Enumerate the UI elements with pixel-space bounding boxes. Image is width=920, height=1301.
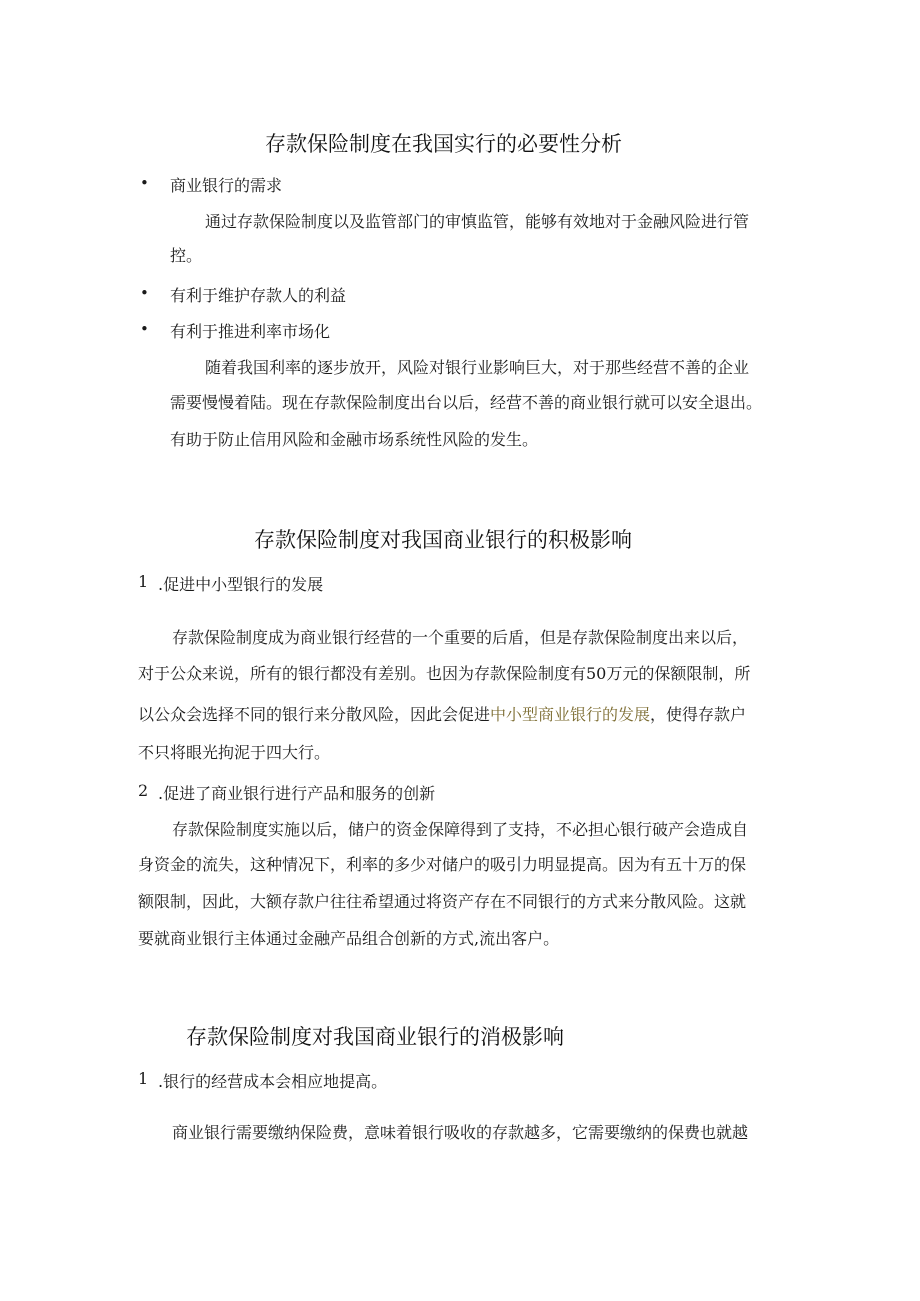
paragraph-line: 要就商业银行主体通过金融产品组合创新的方式,流出客户。 [138, 929, 560, 948]
paragraph-line: 有助于防止信用风险和金融市场系统性风险的发生。 [170, 430, 539, 449]
sub-heading: .银行的经营成本会相应地提高。 [158, 1072, 388, 1091]
section-heading: 存款保险制度对我国商业银行的消极影响 [186, 1025, 564, 1049]
highlighted-text: 中小型商业银行的发展 [490, 705, 651, 724]
list-number: 2 [138, 781, 149, 800]
section-heading: 存款保险制度在我国实行的必要性分析 [265, 132, 622, 156]
list-item: 商业银行的需求 [170, 176, 283, 195]
paragraph-line: 身资金的流失，这种情况下，利率的多少对储户的吸引力明显提高。因为有五十万的保 [138, 855, 747, 874]
bullet: • [140, 284, 149, 302]
paragraph-line: 商业银行需要缴纳保险费，意味着银行吸收的存款越多，它需要缴纳的保费也就越 [172, 1123, 749, 1142]
paragraph-text: ，使得存款户 [650, 705, 747, 724]
paragraph-line: 对于公众来说，所有的银行都没有差别。也因为存款保险制度有50万元的保额限制，所 [138, 664, 751, 683]
paragraph-line: 需要慢慢着陆。现在存款保险制度出台以后，经营不善的商业银行就可以安全退出。 [170, 393, 763, 412]
list-item: 有利于推进利率市场化 [170, 322, 331, 341]
paragraph-line [138, 702, 746, 725]
section-heading: 存款保险制度对我国商业银行的积极影响 [254, 528, 632, 552]
bullet: • [140, 320, 149, 338]
paragraph-line: 随着我国利率的逐步放开，风险对银行业影响巨大，对于那些经营不善的企业 [205, 358, 750, 377]
paragraph-line: 通过存款保险制度以及监管部门的审慎监管，能够有效地对于金融风险进行管 [205, 212, 750, 231]
list-number: 1 [138, 572, 149, 591]
paragraph-line: 控。 [170, 246, 203, 265]
paragraph-line: 存款保险制度成为商业银行经营的一个重要的后盾，但是存款保险制度出来以后， [172, 628, 749, 647]
sub-heading: .促进中小型银行的发展 [158, 575, 324, 594]
list-item: 有利于维护存款人的利益 [170, 286, 347, 305]
paragraph-line: 额限制，因此，大额存款户往往希望通过将资产存在不同银行的方式来分散风险。这就 [138, 892, 747, 911]
list-number: 1 [138, 1069, 149, 1088]
bullet: • [140, 174, 149, 192]
paragraph-text: 以公众会选择不同的银行来分散风险，因此会促进 [138, 705, 491, 724]
paragraph-line: 存款保险制度实施以后，储户的资金保障得到了支持，不必担心银行破产会造成自 [172, 820, 749, 839]
paragraph-line: 不只将眼光拘泥于四大行。 [138, 743, 331, 762]
sub-heading: .促进了商业银行进行产品和服务的创新 [158, 784, 436, 803]
